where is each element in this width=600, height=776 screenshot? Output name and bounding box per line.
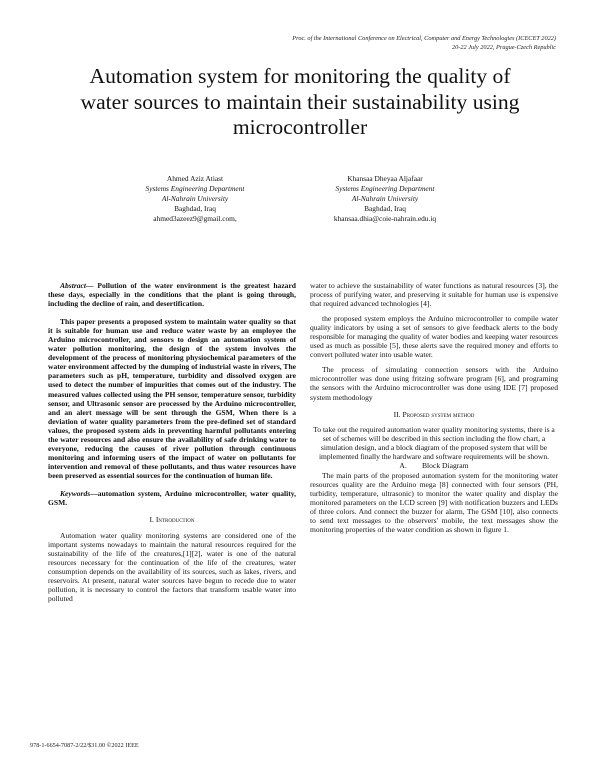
author-2-univ: Al-Nahrain University: [351, 194, 419, 203]
author-1-city: Baghdad, Iraq: [174, 204, 216, 213]
subsection-a-number: A.: [399, 460, 407, 470]
author-2-dept: Systems Engineering Department: [335, 184, 435, 193]
right-paragraph-4: To take out the required automation water quality monitoring systems, there is a set of schemes will be described in this section including the flow chart, a simulation design, and a block diagram of the proposed system that will be implemented finally the hardware and software requirements will be shown.: [313, 424, 555, 461]
keywords-label: Keywords: [60, 488, 91, 498]
title-line-3: microcontroller: [232, 115, 368, 139]
abstract-text: — Pollution of the water environment is the greatest hazard these days, especially in the conditions that the plant is going through, including the decline of rain, and desertification.: [48, 281, 296, 309]
right-paragraph-3: The process of simulating connection sensors with the Arduino microcontroller was done using fritzing software program [6], and programing the sensors with the Arduino microcontroller was done using IDE [7] proposed system methodology: [310, 365, 558, 402]
right-paragraph-1: water to achieve the sustainability of water functions as natural resources [3], the process of purifying water, and preserving it suitable for human use is expensive that required advanced technologies [4].: [310, 281, 558, 309]
section-2-heading: [310, 410, 558, 419]
paper-title: [40, 64, 560, 141]
section-2-title: Proposed system method: [402, 409, 475, 419]
author-1-email: ahmed3azeez9@gmail.com,: [153, 214, 237, 223]
title-line-2: water sources to maintain their sustainability using: [80, 89, 520, 114]
conference-line-2: 20-22 July 2022, Prague-Czech Republic: [451, 44, 556, 51]
right-paragraph-5: The main parts of the proposed automation system for the monitoring water resources quality are the Arduino mega [8] connected with four sensors (PH, turbidity, temperature, ultrasonic) to monitor the water quality and display the monitored parameters on the LCD screen [9] with notification buzzers and LEDs of three colors. And connect the buzzer for alarm, The GSM [10], also connects to send text messages to the observers' mobile, the text messages show the monitoring properties of the water condition as shown in figure 1.: [310, 470, 558, 535]
copyright-footer: 978-1-6654-7087-2/22/$31.00 ©2022 IEEE: [30, 742, 139, 749]
conference-line-1: Proc. of the International Conference on Electrical, Computer and Energy Technologies (ICECET 2022): [292, 35, 556, 42]
intro-paragraph: Automation water quality monitoring systems are considered one of the important systems nowadays to maintain the natural resources required for the sustainability of the life of the creatures,[1][2], water is one of the natural resources necessary for the continuation of the life of the creatures, water consumption depends on the availability of its sources, such as lakes, rivers, and reservoirs. At present, natural water sources have begun to recede due to water pollution, it is necessary to control the factors that transform usable water into polluted: [48, 531, 296, 604]
conference-header: [292, 34, 556, 52]
author-1: [110, 174, 280, 224]
author-2-city: Baghdad, Iraq: [364, 204, 406, 213]
keywords-text: —automation system, Arduino microcontroller, water quality, GSM.: [48, 488, 296, 508]
author-1-dept: Systems Engineering Department: [145, 184, 245, 193]
subsection-a-title: Block Diagram: [421, 460, 469, 470]
subsection-a-heading: [310, 461, 558, 470]
section-2-number: II.: [393, 409, 401, 419]
keywords-paragraph: [48, 489, 296, 507]
abstract-paragraph: [48, 281, 296, 308]
abstract-body: This paper presents a proposed system to maintain water quality so that it is suitable for human use and reduce water waste by an employee the Arduino microcontroller, and sensors to design an automation system of water pollution monitoring, the design of the system involves the development of the process of monitoring physiochemical parameters of the water environment affected by the dumping of industrial waste in rivers, The parameters such as pH, temperature, turbidity and dissolved oxygen are used to detect the number of impurities that comes out of the industry. The measured values collected using the PH sensor, temperature sensor, turbidity sensor, and Ultrasonic sensor are processed by the Arduino microcontroller, and an alert message will be sent through the GSM, When there is a deviation of water quality parameters from the pre-defined set of standard values, the proposed system aids in preventing harmful pollutants entering the water resources and also ensure the availability of safe drinking water to everyone, reducing the causes of river pollution through continuous monitoring and informing users of the impact of water on pollutants for intervention and removal of these pollutants, and thus water resources have been preserved as essential sources for the continuation of human life.: [48, 317, 296, 480]
left-column: [48, 281, 296, 604]
author-2-name: Khansaa Dheyaa Aljafaar: [347, 174, 423, 183]
abstract-label: Abstract: [60, 281, 86, 290]
section-1-heading: [48, 515, 296, 524]
section-1-number: I.: [149, 515, 154, 525]
right-column: [310, 281, 558, 534]
author-2-email: khansaa.dhia@coie-nahrain.edu.iq: [333, 214, 437, 223]
author-1-name: Ahmed Aziz Atiast: [166, 174, 224, 183]
author-1-univ: Al-Nahrain University: [161, 194, 229, 203]
section-1-title: Introduction: [155, 515, 195, 525]
right-paragraph-2: the proposed system employs the Arduino microcontroller to compile water quality indicators by using a set of sensors to give feedback alerts to the body responsible for managing the quality of water bodies and keeping water resources used as much as possible [5], these alerts save the required money and efforts to convert polluted water into usable water.: [310, 314, 558, 360]
title-line-1: Automation system for monitoring the quality of: [89, 64, 511, 88]
author-2: [290, 174, 480, 224]
